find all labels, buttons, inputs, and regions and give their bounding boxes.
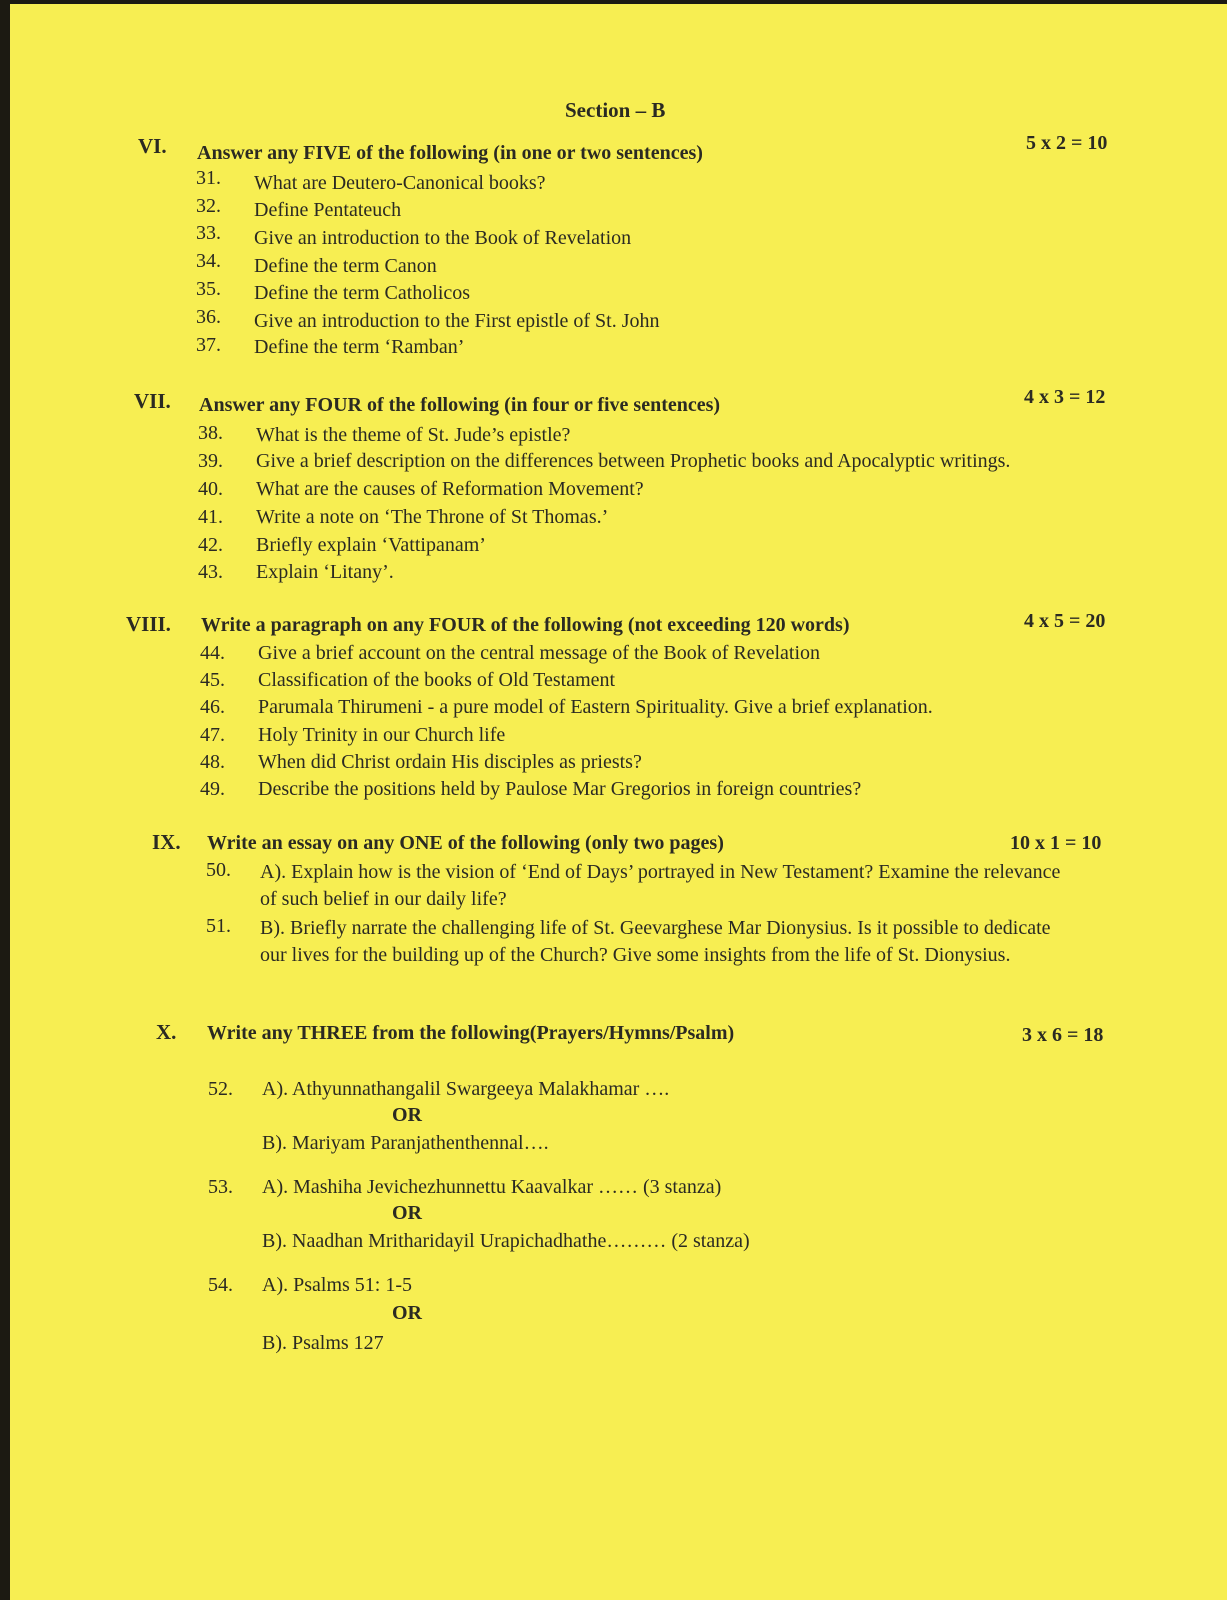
question-number: 47. bbox=[200, 724, 225, 746]
group-vii-roman: VII. bbox=[134, 389, 171, 413]
question-number: 50. bbox=[206, 859, 231, 881]
question-text: Define the term Canon bbox=[254, 255, 437, 277]
question-text: Define Pentateuch bbox=[254, 199, 402, 221]
group-vi-instruction: Answer any FIVE of the following (in one or two sentences) bbox=[197, 142, 703, 164]
question-number: 53. bbox=[208, 1176, 233, 1198]
question-text: Classification of the books of Old Testament bbox=[258, 669, 616, 691]
option-b-text: B). Psalms 127 bbox=[262, 1332, 384, 1354]
option-b-text: B). Mariyam Paranjathenthennal…. bbox=[262, 1132, 549, 1154]
question-text: Briefly explain ‘Vattipanam’ bbox=[256, 534, 486, 556]
or-label: OR bbox=[392, 1302, 422, 1324]
question-text: Give an introduction to the Book of Revelation bbox=[254, 227, 632, 249]
group-x-marks: 3 x 6 = 18 bbox=[1022, 1024, 1104, 1046]
group-vii-instruction: Answer any FOUR of the following (in four or five sentences) bbox=[199, 394, 721, 416]
question-number: 33. bbox=[196, 222, 221, 244]
question-number: 40. bbox=[198, 478, 223, 500]
question-text: What are Deutero-Canonical books? bbox=[254, 172, 546, 194]
question-text: Give a brief account on the central message of the Book of Revelation bbox=[258, 642, 821, 664]
group-viii-instruction: Write a paragraph on any FOUR of the following (not exceeding 120 words) bbox=[201, 614, 850, 636]
question-number: 39. bbox=[198, 450, 223, 472]
or-label: OR bbox=[392, 1104, 422, 1126]
question-text: Parumala Thirumeni - a pure model of Eastern Spirituality. Give a brief explanation. bbox=[258, 696, 933, 718]
question-text: B). Briefly narrate the challenging life of St. Geevarghese Mar Dionysius. Is it possible to dedicate our lives for the building up of the Church? Give some insights from the life of St. Dionysius. bbox=[260, 917, 1051, 966]
question-number: 49. bbox=[200, 778, 225, 800]
question-text: Define the term Catholicos bbox=[254, 282, 471, 304]
question-text: A). Explain how is the vision of ‘End of Days’ portrayed in New Testament? Examine the relevance of such belief in our daily life? bbox=[260, 861, 1061, 910]
group-x-instruction: Write any THREE from the following(Prayers/Hymns/Psalm) bbox=[207, 1022, 735, 1044]
question-number: 52. bbox=[208, 1078, 233, 1100]
question-text: Describe the positions held by Paulose Mar Gregorios in foreign countries? bbox=[258, 778, 862, 800]
question-text: Give an introduction to the First epistle of St. John bbox=[254, 310, 660, 332]
question-number: 44. bbox=[200, 642, 225, 664]
question-number: 45. bbox=[200, 669, 225, 691]
group-viii-roman: VIII. bbox=[126, 612, 171, 636]
option-b-text: B). Naadhan Mritharidayil Urapichadhathe……… (2 stanza) bbox=[262, 1230, 750, 1252]
question-text: Holy Trinity in our Church life bbox=[258, 724, 506, 746]
question-text: Give a brief description on the differences between Prophetic books and Apocalyptic writings. bbox=[256, 450, 1011, 472]
question-number: 43. bbox=[198, 561, 223, 583]
question-text: Explain ‘Litany’. bbox=[256, 561, 394, 583]
group-vi-marks: 5 x 2 = 10 bbox=[1026, 132, 1108, 154]
option-a-text: A). Athyunnathangalil Swargeeya Malakhamar …. bbox=[262, 1078, 670, 1100]
section-title: Section – B bbox=[565, 98, 666, 122]
question-text: Define the term ‘Ramban’ bbox=[254, 336, 465, 358]
question-number: 46. bbox=[200, 696, 225, 718]
question-number: 42. bbox=[198, 534, 223, 556]
question-number: 37. bbox=[196, 334, 221, 356]
question-number: 54. bbox=[208, 1274, 233, 1296]
question-text: Write a note on ‘The Throne of St Thomas.’ bbox=[256, 506, 609, 528]
group-vi-roman: VI. bbox=[138, 134, 167, 158]
question-number: 36. bbox=[196, 306, 221, 328]
question-number: 41. bbox=[198, 506, 223, 528]
option-a-text: A). Mashiha Jevichezhunnettu Kaavalkar …… (3 stanza) bbox=[262, 1176, 722, 1198]
question-number: 51. bbox=[206, 915, 231, 937]
group-ix-marks: 10 x 1 = 10 bbox=[1010, 832, 1102, 854]
option-a-text: A). Psalms 51: 1-5 bbox=[262, 1274, 412, 1296]
group-ix-instruction: Write an essay on any ONE of the following (only two pages) bbox=[207, 832, 724, 854]
group-vii-marks: 4 x 3 = 12 bbox=[1024, 386, 1106, 408]
question-number: 32. bbox=[196, 195, 221, 217]
question-text: What is the theme of St. Jude’s epistle? bbox=[256, 424, 571, 446]
question-number: 31. bbox=[196, 167, 221, 189]
or-label: OR bbox=[392, 1202, 422, 1224]
group-ix-roman: IX. bbox=[152, 830, 181, 854]
group-x-roman: X. bbox=[156, 1020, 177, 1044]
question-number: 35. bbox=[196, 278, 221, 300]
question-number: 34. bbox=[196, 250, 221, 272]
group-viii-marks: 4 x 5 = 20 bbox=[1024, 610, 1106, 632]
question-number: 38. bbox=[198, 422, 223, 444]
question-text: When did Christ ordain His disciples as priests? bbox=[258, 751, 642, 773]
exam-page bbox=[10, 4, 1227, 1600]
question-number: 48. bbox=[200, 751, 225, 773]
question-text: What are the causes of Reformation Movement? bbox=[256, 478, 644, 500]
